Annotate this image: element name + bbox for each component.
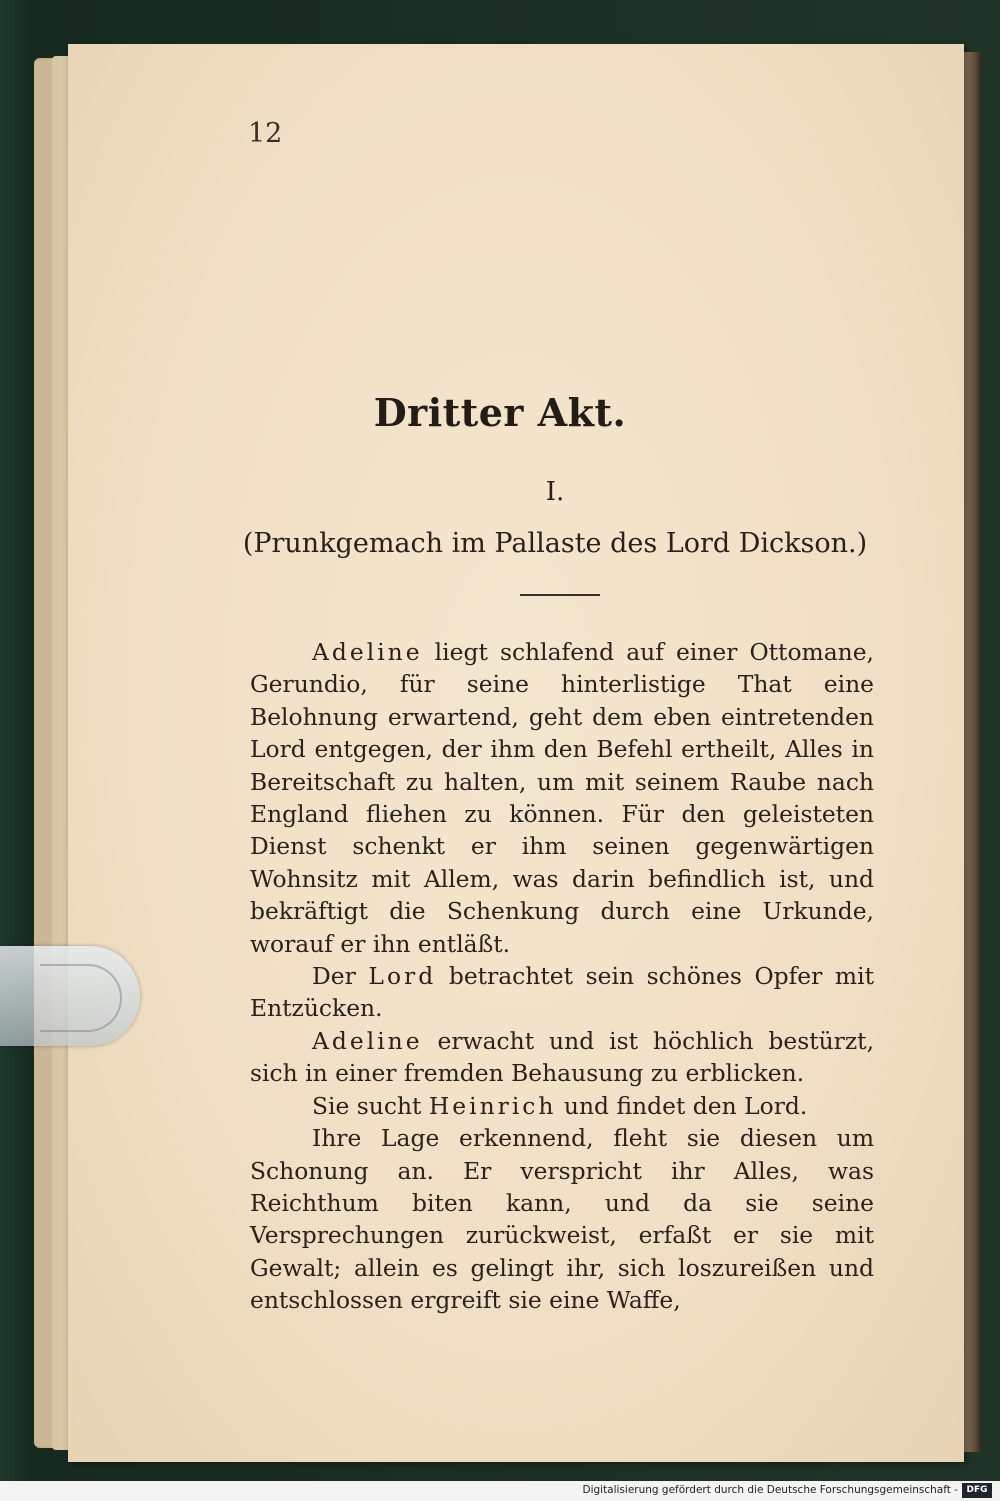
act-title: Dritter Akt.	[373, 390, 627, 435]
paragraph	[250, 1090, 874, 1122]
paragraph-lead: Der	[312, 962, 369, 991]
character-name: Adeline	[312, 638, 423, 666]
section-divider	[520, 594, 600, 596]
paragraph-text: liegt schlafend auf einer Ottomane, Gerundio, für seine hinterlistige That eine Belohnung erwartend, geht dem eben eintretenden Lord entgegen, der ihm den Befehl ertheilt, Alles in Bereitschaft zu halten, um mit seinem Raube nach England fliehen zu können. Für den geleisteten Dienst schenkt er ihm seinen gegenwärtigen Wohnsitz mit Allem, was darin befindlich ist, und bekräftigt die Schenkung durch eine Urkunde, worauf er ihn entläßt.	[250, 638, 874, 958]
paragraph-text: Ihre Lage erkennend, fleht sie diesen um Schonung an. Er verspricht ihr Alles, was Reichthum biten kann, und da sie seine Versprechungen zurückweist, erfaßt er sie mit Gewalt; allein es gelingt ihr, sich loszureißen und entschlossen ergreift sie eine Waffe,	[250, 1124, 874, 1315]
character-name: Heinrich	[428, 1091, 557, 1120]
character-name: Lord	[368, 962, 437, 991]
page-clip-loop	[40, 964, 122, 1032]
character-name: Adeline	[312, 1026, 423, 1055]
page-number: 12	[248, 118, 283, 149]
paragraph	[250, 1122, 874, 1316]
paragraph-text: betrachtet sein schönes Opfer mit Entzücken.	[250, 962, 874, 1023]
paragraph	[250, 636, 874, 960]
paragraph-text: erwacht und ist höchlich bestürzt, sich in einer fremden Behausung zu erblicken.	[250, 1026, 874, 1088]
page-clip	[0, 946, 140, 1046]
footer-credit: Digitalisierung gefördert durch die Deutsche Forschungsgemeinschaft -	[582, 1484, 958, 1496]
paragraph-text: und findet den Lord.	[556, 1091, 808, 1120]
stage-directions	[250, 636, 874, 1317]
paragraph-lead: Sie sucht	[312, 1091, 429, 1120]
paragraph	[250, 960, 874, 1025]
paragraph	[250, 1025, 874, 1090]
scene-setting: (Prunkgemach im Pallaste des Lord Dickson.)	[242, 528, 868, 559]
dfg-logo-icon: DFG	[962, 1483, 992, 1498]
scene-number: I.	[545, 477, 565, 507]
